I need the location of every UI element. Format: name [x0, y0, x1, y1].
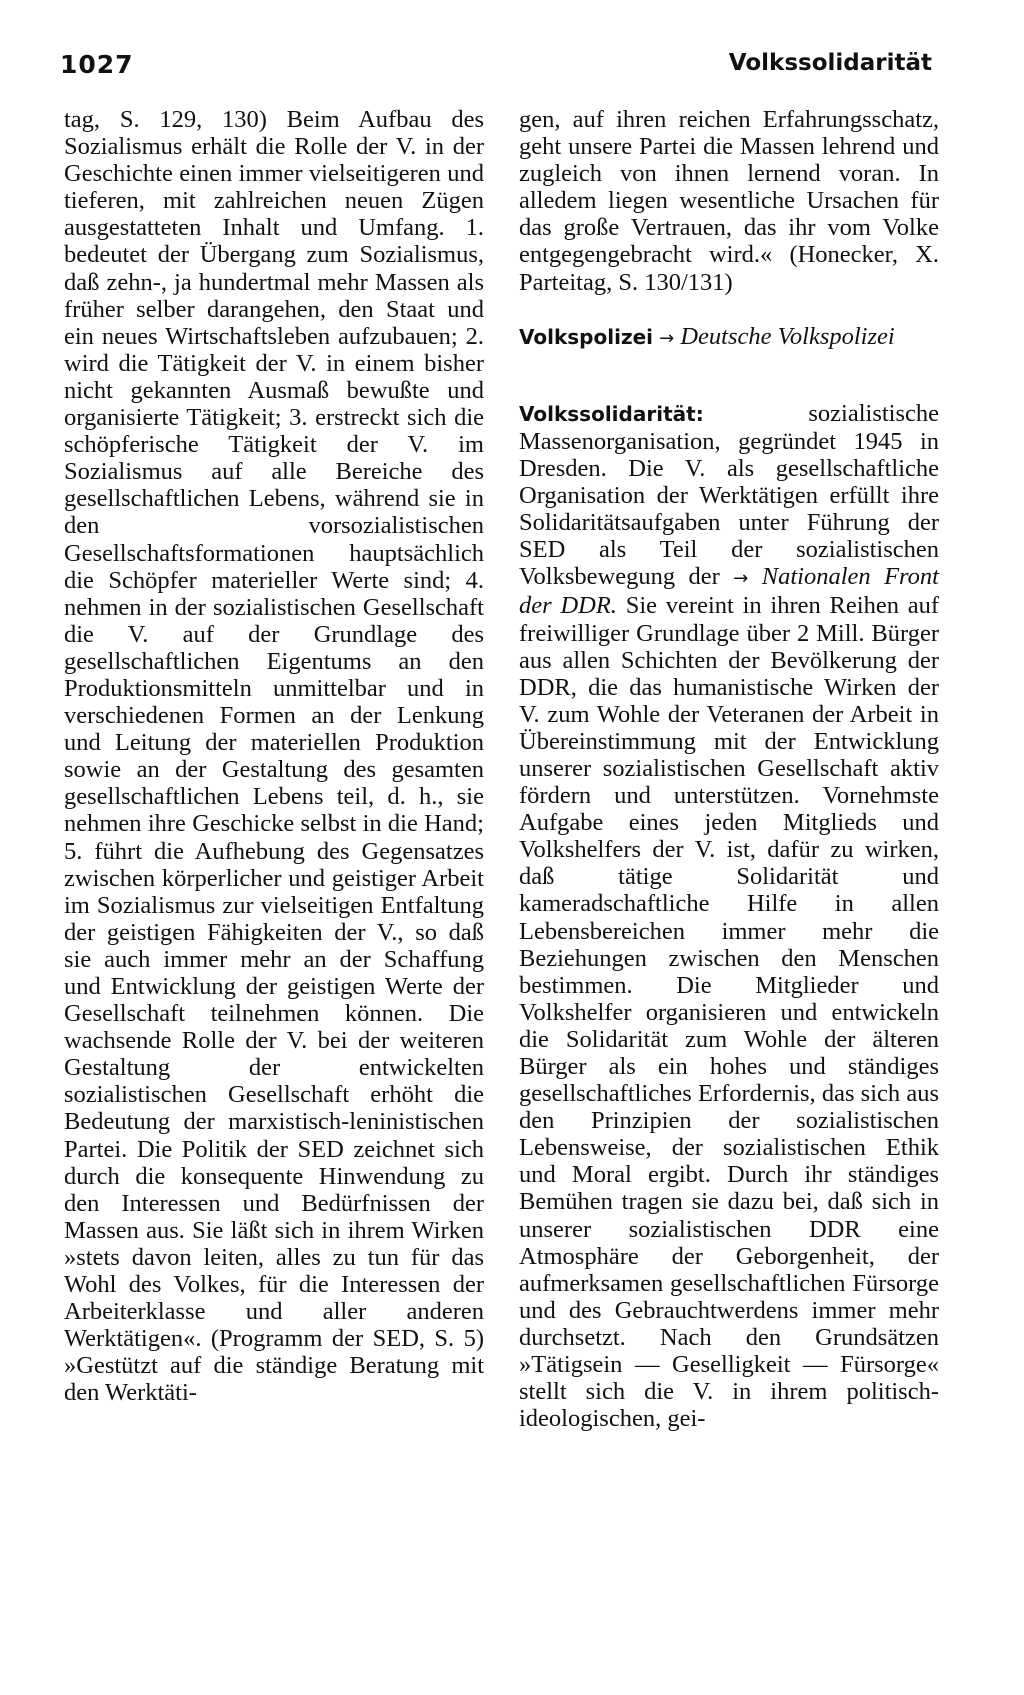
- headword-volkssolidaritaet: Volkssolidarität:: [519, 401, 704, 426]
- entry-volkspolizei: [519, 323, 939, 352]
- page-number: 1027: [60, 50, 134, 79]
- headword-volkspolizei: Volkspolizei: [519, 324, 654, 349]
- cross-reference-arrow-icon: →: [733, 568, 749, 590]
- cross-reference-nationale-front: Nationalen Front der DDR.: [519, 563, 939, 620]
- continuation-text: gen, auf ihren reichen Erfahrungsschatz, geht unsere Partei die Massen lehrend und zugleich von ihnen lernend voran. In alledem liegen wesentliche Ursachen für das große Vertrauen, das ihr vom Volke entgegengebracht wird.« (Honecker, X. Parteitag, S. 130/131): [519, 106, 939, 296]
- entry-text-intro: sozialistische Massenorganisation, gegründet 1945 in Dresden. Die V. als gesellschaftliche Organisation der Werktätigen erfüllt ihre Solidaritätsaufgaben unter Führung der SED als Teil der sozialistischen Volksbewegung der: [519, 399, 939, 591]
- running-head: Volkssolidarität: [728, 50, 932, 76]
- entry-volkssolidaritaet: [519, 400, 939, 1433]
- left-column: [64, 106, 484, 1407]
- right-column: [519, 106, 939, 1432]
- entry-text-body: Sie vereint in ihren Reihen auf freiwilliger Grundlage über 2 Mill. Bürger aus allen Schichten der Bevölkerung der DDR, die das humanistische Wirken der V. zum Wohle der Veteranen der Arbeit in Übereinstimmung mit der Entwicklung unserer sozialistischen Gesellschaft aktiv fördern und unterstützen. Vornehmste Aufgabe eines jeden Mitglieds und Volkshelfers der V. ist, dafür zu wirken, daß tätige Solidarität und kameradschaftliche Hilfe in allen Lebensbereichen immer mehr die Beziehungen zwischen den Menschen bestimmen. Die Mitglieder und Volkshelfer organisieren und entwickeln die Solidarität zum Wohle der älteren Bürger als ein hohes und ständiges gesellschaftliches Erfordernis, das sich aus den Prinzipien der sozialistischen Lebensweise, der sozialistischen Ethik und Moral ergibt. Durch ihr ständiges Bemühen tragen sie dazu bei, daß sich in unserer sozialistischen DDR eine Atmosphäre der Geborgenheit, der aufmerksamen gesellschaftlichen Fürsorge und des Gebrauchtwerdens immer mehr durchsetzt. Nach den Grundsätzen »Tätigsein — Geselligkeit — Fürsorge« stellt sich die V. in ihrem politisch-ideologischen, gei-: [519, 592, 940, 1433]
- cross-reference-arrow-icon: →: [659, 327, 675, 349]
- left-column-text: tag, S. 129, 130) Beim Aufbau des Sozialismus erhält die Rolle der V. in der Geschichte einen immer vielseitigeren und tieferen, mit zahlreichen neuen Zügen ausgestatteten Inhalt und Umfang. 1. bedeutet der Übergang zum Sozialismus, daß zehn-, ja hundertmal mehr Massen als früher selber darangehen, den Staat und ein neues Wirtschaftsleben aufzubauen; 2. wird die Tätigkeit der V. in einem bisher nicht gekannten Ausmaß bewußte und organisierte Tätigkeit; 3. erstreckt sich die schöpferische Tätigkeit der V. im Sozialismus auf alle Bereiche des gesellschaftlichen Lebens, während sie in den vorsozialistischen Gesellschaftsformationen hauptsächlich die Schöpfer materieller Werte sind; 4. nehmen in der sozialistischen Gesellschaft die V. auf der Grundlage des gesellschaftlichen Eigentums an den Produktionsmitteln unmittelbar und in verschiedenen Formen an der Lenkung und Leitung der materiellen Produktion sowie an der Gestaltung des gesamten gesellschaftlichen Lebens teil, d. h., sie nehmen ihre Geschicke selbst in die Hand; 5. führt die Aufhebung des Gegensatzes zwischen körperlicher und geistiger Arbeit im Sozialismus zur vielseitigen Entfaltung der geistigen Fähigkeiten der V., so daß sie auch immer mehr an der Schaffung und Entwicklung der geistigen Werte der Gesellschaft teilnehmen können. Die wachsende Rolle der V. bei der weiteren Gestaltung der entwickelten sozialistischen Gesellschaft erhöht die Bedeutung der marxistisch-leninistischen Partei. Die Politik der SED zeichnet sich durch die konsequente Hinwendung zu den Interessen und Bedürfnissen der Massen aus. Sie läßt sich in ihrem Wirken »stets davon leiten, alles zu tun für das Wohl des Volkes, für die Interessen der Arbeiterklasse und aller anderen Werktätigen«. (Programm der SED, S. 5) »Gestützt auf die ständige Beratung mit den Werktäti-: [64, 106, 484, 1407]
- cross-reference-deutsche-volkspolizei: Deutsche Volkspolizei: [680, 322, 895, 350]
